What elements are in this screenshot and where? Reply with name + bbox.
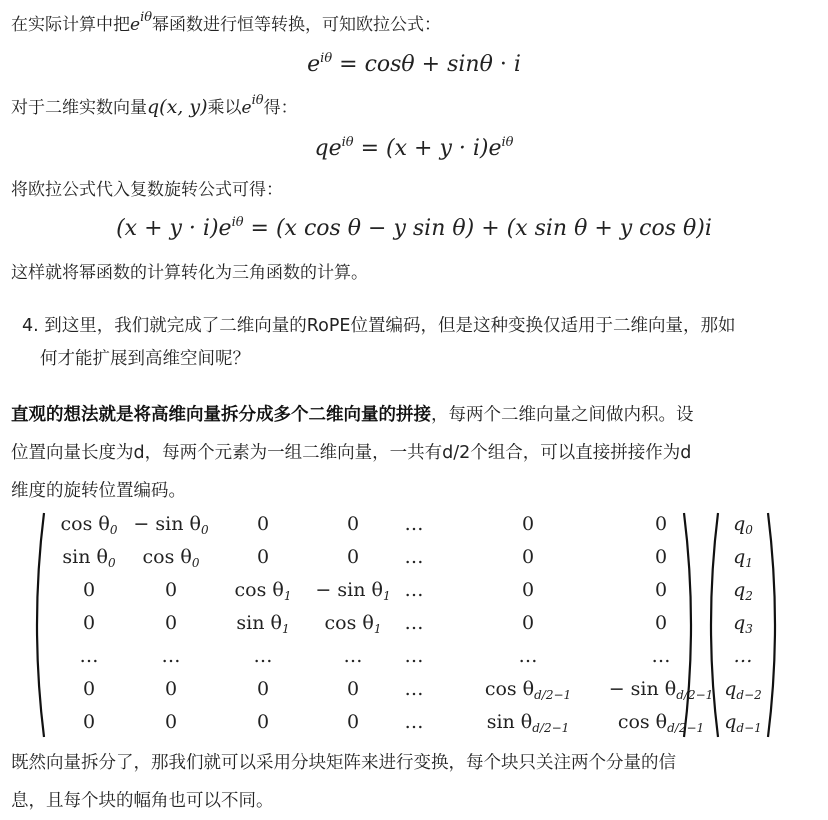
vector-e-sup: iθ — [251, 93, 264, 108]
eq1-dot: · — [492, 52, 514, 77]
eq1-lhs: e — [307, 52, 321, 77]
main-line2: 位置向量长度为d，每两个元素为一组二维向量，一共有d/2个组合，可以直接拼接作为d — [11, 443, 692, 463]
vector-cell: $q_1$ — [733, 546, 753, 570]
matrix-cell: 0 — [521, 612, 535, 634]
matrix-cell: $\sin \theta_{d/2-1}$ — [486, 711, 570, 735]
rotation-matrix-equation — [32, 509, 782, 741]
matrix-cell: 0 — [654, 546, 668, 568]
eq3-lhs: (x + y · i)e — [116, 216, 232, 241]
main-line1 — [11, 396, 801, 434]
list-item-line1 — [22, 310, 812, 343]
matrix-cell: 0 — [521, 513, 535, 535]
list-text-2: 何才能扩展到高维空间呢？ — [40, 349, 250, 369]
q-rotation-formula — [0, 136, 828, 161]
matrix-cell: … — [404, 546, 424, 568]
list-number: 4. — [22, 316, 39, 336]
intro-e-sup: iθ — [140, 10, 153, 25]
matrix-cell: $\cos \theta_1$ — [324, 612, 382, 636]
matrix-cell: … — [79, 645, 99, 667]
eq1-lhs-sup: iθ — [320, 51, 333, 66]
main-bold: 直观的想法就是将高维向量拆分成多个二维向量的拼接 — [11, 405, 431, 425]
vector-cell: $q_0$ — [733, 513, 753, 537]
substitute-line: 将欧拉公式代入复数旋转公式可得： — [11, 180, 283, 200]
matrix-cell: 0 — [82, 612, 96, 634]
eq2-rhs-sup: iθ — [501, 135, 514, 150]
matrix-cell: … — [651, 645, 671, 667]
matrix-cell: 0 — [82, 579, 96, 601]
vector-suffix: 得： — [263, 98, 298, 118]
matrix-cell: $\cos \theta_{d/2-1}$ — [484, 678, 572, 702]
matrix-cell: 0 — [654, 579, 668, 601]
eq1-plus: + — [414, 52, 448, 77]
matrix-cell: … — [404, 612, 424, 634]
eq3-rhs: = (x cos θ − y sin θ) + (x sin θ + y cos θ)i — [243, 216, 712, 241]
matrix-cell: … — [404, 711, 424, 733]
euler-formula — [0, 52, 828, 77]
matrix-cell: 0 — [164, 612, 178, 634]
matrix-cell: … — [518, 645, 538, 667]
intro-suffix: 幂函数进行恒等转换，可知欧拉公式： — [152, 15, 442, 35]
eq3-lhs-sup: iθ — [231, 215, 244, 230]
matrix-cell: $\cos \theta_{d/2-1}$ — [617, 711, 705, 735]
matrix-cell: 0 — [256, 546, 270, 568]
closing-line1: 既然向量拆分了，那我们就可以采用分块矩阵来进行变换，每个块只关注两个分量的信 — [11, 753, 676, 773]
vector-cell: $q_2$ — [733, 579, 753, 603]
vector-cell: … — [733, 645, 753, 667]
intro-text: 在实际计算中把 — [11, 15, 130, 35]
intro-e — [130, 10, 153, 35]
eq2-rhs: (x + y · i)e — [386, 136, 502, 161]
list-item-4 — [22, 310, 812, 376]
matrix-cell: 0 — [346, 711, 360, 733]
eq2-lhs: qe — [314, 136, 342, 161]
vector-cell: $q_{d-1}$ — [724, 711, 762, 735]
eq1-equals: = — [332, 52, 365, 77]
matrix-cell: − $\sin \theta_{d/2-1}$ — [608, 678, 714, 702]
matrix-cell: $\sin \theta_1$ — [236, 612, 290, 636]
matrix-cell: $\cos \theta_0$ — [60, 513, 118, 537]
matrix-cell: 0 — [256, 711, 270, 733]
matrix-cell: 0 — [164, 678, 178, 700]
matrix-cell: 0 — [256, 513, 270, 535]
eq1-i: i — [513, 52, 521, 77]
eq2-equals: = — [353, 136, 387, 161]
matrix-cell: $\cos \theta_0$ — [142, 546, 200, 570]
vector-cell: $q_3$ — [733, 612, 753, 636]
eq2-lhs-sup: iθ — [341, 135, 354, 150]
matrix-cell: 0 — [654, 612, 668, 634]
matrix-cell: 0 — [82, 678, 96, 700]
matrix-cell: … — [404, 579, 424, 601]
matrix-cell: 0 — [164, 711, 178, 733]
main-rest: ，每两个二维向量之间做内积。设 — [431, 405, 694, 425]
intro-e-var: e — [130, 15, 141, 35]
matrix-cell: … — [343, 645, 363, 667]
vector-line — [11, 93, 298, 118]
matrix-cell: 0 — [164, 579, 178, 601]
main-line3: 维度的旋转位置编码。 — [11, 481, 186, 501]
matrix-cell: … — [404, 645, 424, 667]
intro-line — [11, 10, 442, 35]
matrix-cell: − $\sin \theta_0$ — [133, 513, 209, 537]
matrix-cell: 0 — [82, 711, 96, 733]
matrix-cell: 0 — [346, 546, 360, 568]
list-text-1: 到这里，我们就完成了二维向量的RoPE位置编码，但是这种变换仅适用于二维向量，那如 — [44, 316, 736, 336]
matrix-cell: 0 — [346, 678, 360, 700]
vector-q: q(x, y) — [147, 96, 208, 118]
matrix-cell: − $\sin \theta_1$ — [315, 579, 391, 603]
eq1-sin: sinθ — [447, 52, 493, 77]
matrix-cell: … — [404, 513, 424, 535]
matrix-cell: … — [404, 678, 424, 700]
matrix-cell: … — [253, 645, 273, 667]
matrix-cell: 0 — [521, 579, 535, 601]
matrix-cell: 0 — [346, 513, 360, 535]
matrix-cell: 0 — [256, 678, 270, 700]
matrix-cell: $\sin \theta_0$ — [62, 546, 116, 570]
vector-e — [241, 93, 264, 118]
main-paragraph — [11, 396, 801, 510]
vector-text: 对于二维实数向量 — [11, 98, 147, 118]
matrix-cell: … — [161, 645, 181, 667]
conclusion-line: 这样就将幂函数的计算转化为三角函数的计算。 — [11, 263, 368, 283]
matrix-left-paren — [37, 513, 44, 737]
closing-paragraph — [11, 744, 801, 820]
matrix-cell: $\cos \theta_1$ — [234, 579, 292, 603]
vector-cell: $q_{d-2}$ — [724, 678, 762, 702]
matrix-cell: 0 — [521, 546, 535, 568]
matrix-cell: 0 — [654, 513, 668, 535]
expanded-formula — [0, 216, 828, 241]
vector-e-var: e — [241, 98, 252, 118]
vector-mid: 乘以 — [207, 98, 242, 118]
eq1-cos: cosθ — [364, 52, 415, 77]
closing-line2: 息，且每个块的幅角也可以不同。 — [11, 791, 274, 811]
